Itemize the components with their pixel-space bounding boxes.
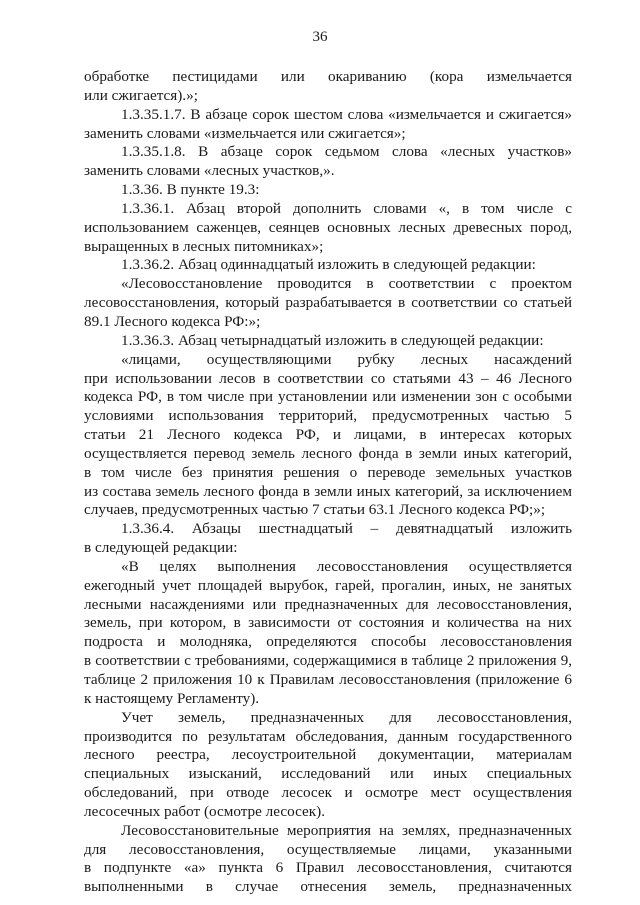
- text-line: 1.3.35.1.7. В абзаце сорок шестом слова «измельчается и сжигается»: [121, 105, 572, 123]
- text-line: 1.3.36.1. Абзац второй дополнить словами «, в том числе с: [121, 199, 572, 217]
- paragraph: [84, 558, 572, 709]
- text-line: лесовосстановления, который разрабатывается в соответствии со статьей: [84, 294, 572, 312]
- text-line: лесосечных работ (осмотре лесосек).: [84, 802, 325, 820]
- text-line: статьи 21 Лесного кодекса РФ, и лицами, в интересах которых: [84, 426, 572, 444]
- text-line: лесного реестра, лесоустроительной документации, материалам: [84, 746, 572, 764]
- text-line: ежегодный учет площадей вырубок, гарей, прогалин, иных, не занятых: [84, 576, 572, 594]
- paragraph: [84, 351, 572, 521]
- text-line: из состава земель лесного фонда в земли иных категорий, за исключением: [84, 482, 572, 500]
- paragraph: [84, 256, 572, 275]
- text-line: 1.3.36. В пункте 19.3:: [121, 181, 260, 199]
- paragraph: [84, 332, 572, 351]
- text-line: заменить словами «измельчается или сжигается»;: [84, 124, 406, 142]
- text-line: при использовании лесов в соответствии со статьями 43 – 46 Лесного: [84, 369, 572, 387]
- text-line: условиями использования территорий, предусмотренных частью 5: [84, 407, 572, 425]
- text-line: обработке пестицидами или окариванию (кора измельчается: [84, 68, 572, 85]
- paragraph: [84, 520, 572, 558]
- text-line: специальных изысканий, исследований или иных специальных: [84, 765, 572, 783]
- text-line: 1.3.36.4. Абзацы шестнадцатый – девятнадцатый изложить: [121, 520, 572, 538]
- text-line: или сжигается).»;: [84, 86, 198, 104]
- text-line: осуществляется перевод земель лесного фонда в земли иных категорий,: [84, 444, 572, 462]
- text-line: лесными насаждениями или предназначенных для лесовосстановления,: [84, 595, 572, 613]
- text-line: Учет земель, предназначенных для лесовосстановления,: [121, 708, 572, 726]
- paragraph: [84, 275, 572, 332]
- document-body: [84, 68, 572, 897]
- text-line: Лесовосстановительные мероприятия на землях, предназначенных: [121, 821, 572, 839]
- text-line: к настоящему Регламенту).: [84, 689, 260, 707]
- text-line: 89.1 Лесного кодекса РФ:»;: [84, 312, 261, 330]
- text-line: использованием саженцев, сеянцев основных лесных древесных пород,: [84, 218, 572, 236]
- text-line: «лицами, осуществляющими рубку лесных насаждений: [121, 350, 572, 368]
- text-line: в следующей редакции:: [84, 539, 238, 557]
- text-line: 1.3.36.2. Абзац одиннадцатый изложить в следующей редакции:: [121, 256, 536, 274]
- paragraph: [84, 106, 572, 144]
- text-line: таблице 2 приложения 10 к Правилам лесовосстановления (приложение 6: [84, 671, 572, 688]
- paragraph: [84, 143, 572, 181]
- text-line: для лесовосстановления, осуществляемые лицами, указанными: [84, 840, 572, 858]
- text-line: выращенных в лесных питомниках»;: [84, 237, 324, 255]
- paragraph: [84, 68, 572, 106]
- page-number: 36: [312, 29, 328, 45]
- text-line: обследований, при отводе лесосек и осмотре мест осуществления: [84, 784, 572, 802]
- text-line: выполненными в случае отнесения земель, предназначенных: [84, 878, 572, 896]
- paragraph: [84, 181, 572, 200]
- text-line: «В целях выполнения лесовосстановления осуществляется: [121, 557, 572, 575]
- text-line: заменить словами «лесных участков,».: [84, 162, 335, 180]
- text-line: 1.3.35.1.8. В абзаце сорок седьмом слова «лесных участков»: [121, 143, 572, 161]
- paragraph: [84, 200, 572, 257]
- text-line: «Лесовосстановление проводится в соответствии с проектом: [121, 275, 572, 293]
- text-line: производится по результатам обследования, данным государственного: [84, 727, 572, 745]
- paragraph: [84, 709, 572, 822]
- text-line: в соответствии с требованиями, содержащимися в таблице 2 приложения 9,: [84, 653, 572, 670]
- text-line: случаев, предусмотренных частью 7 статьи 63.1 Лесного кодекса РФ;»;: [84, 501, 546, 519]
- text-line: 1.3.36.3. Абзац четырнадцатый изложить в следующей редакции:: [121, 331, 544, 349]
- text-line: кодекса РФ, в том числе при установлении или изменении зон с особыми: [84, 388, 572, 406]
- text-line: земель, при котором, в зависимости от состояния и количества на них: [84, 614, 572, 632]
- paragraph: [84, 822, 572, 897]
- text-line: в том числе без принятия решения о переводе земельных участков: [84, 463, 572, 481]
- text-line: подроста и молодняка, определяются способы лесовосстановления: [84, 633, 572, 651]
- text-line: в подпункте «а» пункта 6 Правил лесовосстановления, считаются: [84, 859, 572, 877]
